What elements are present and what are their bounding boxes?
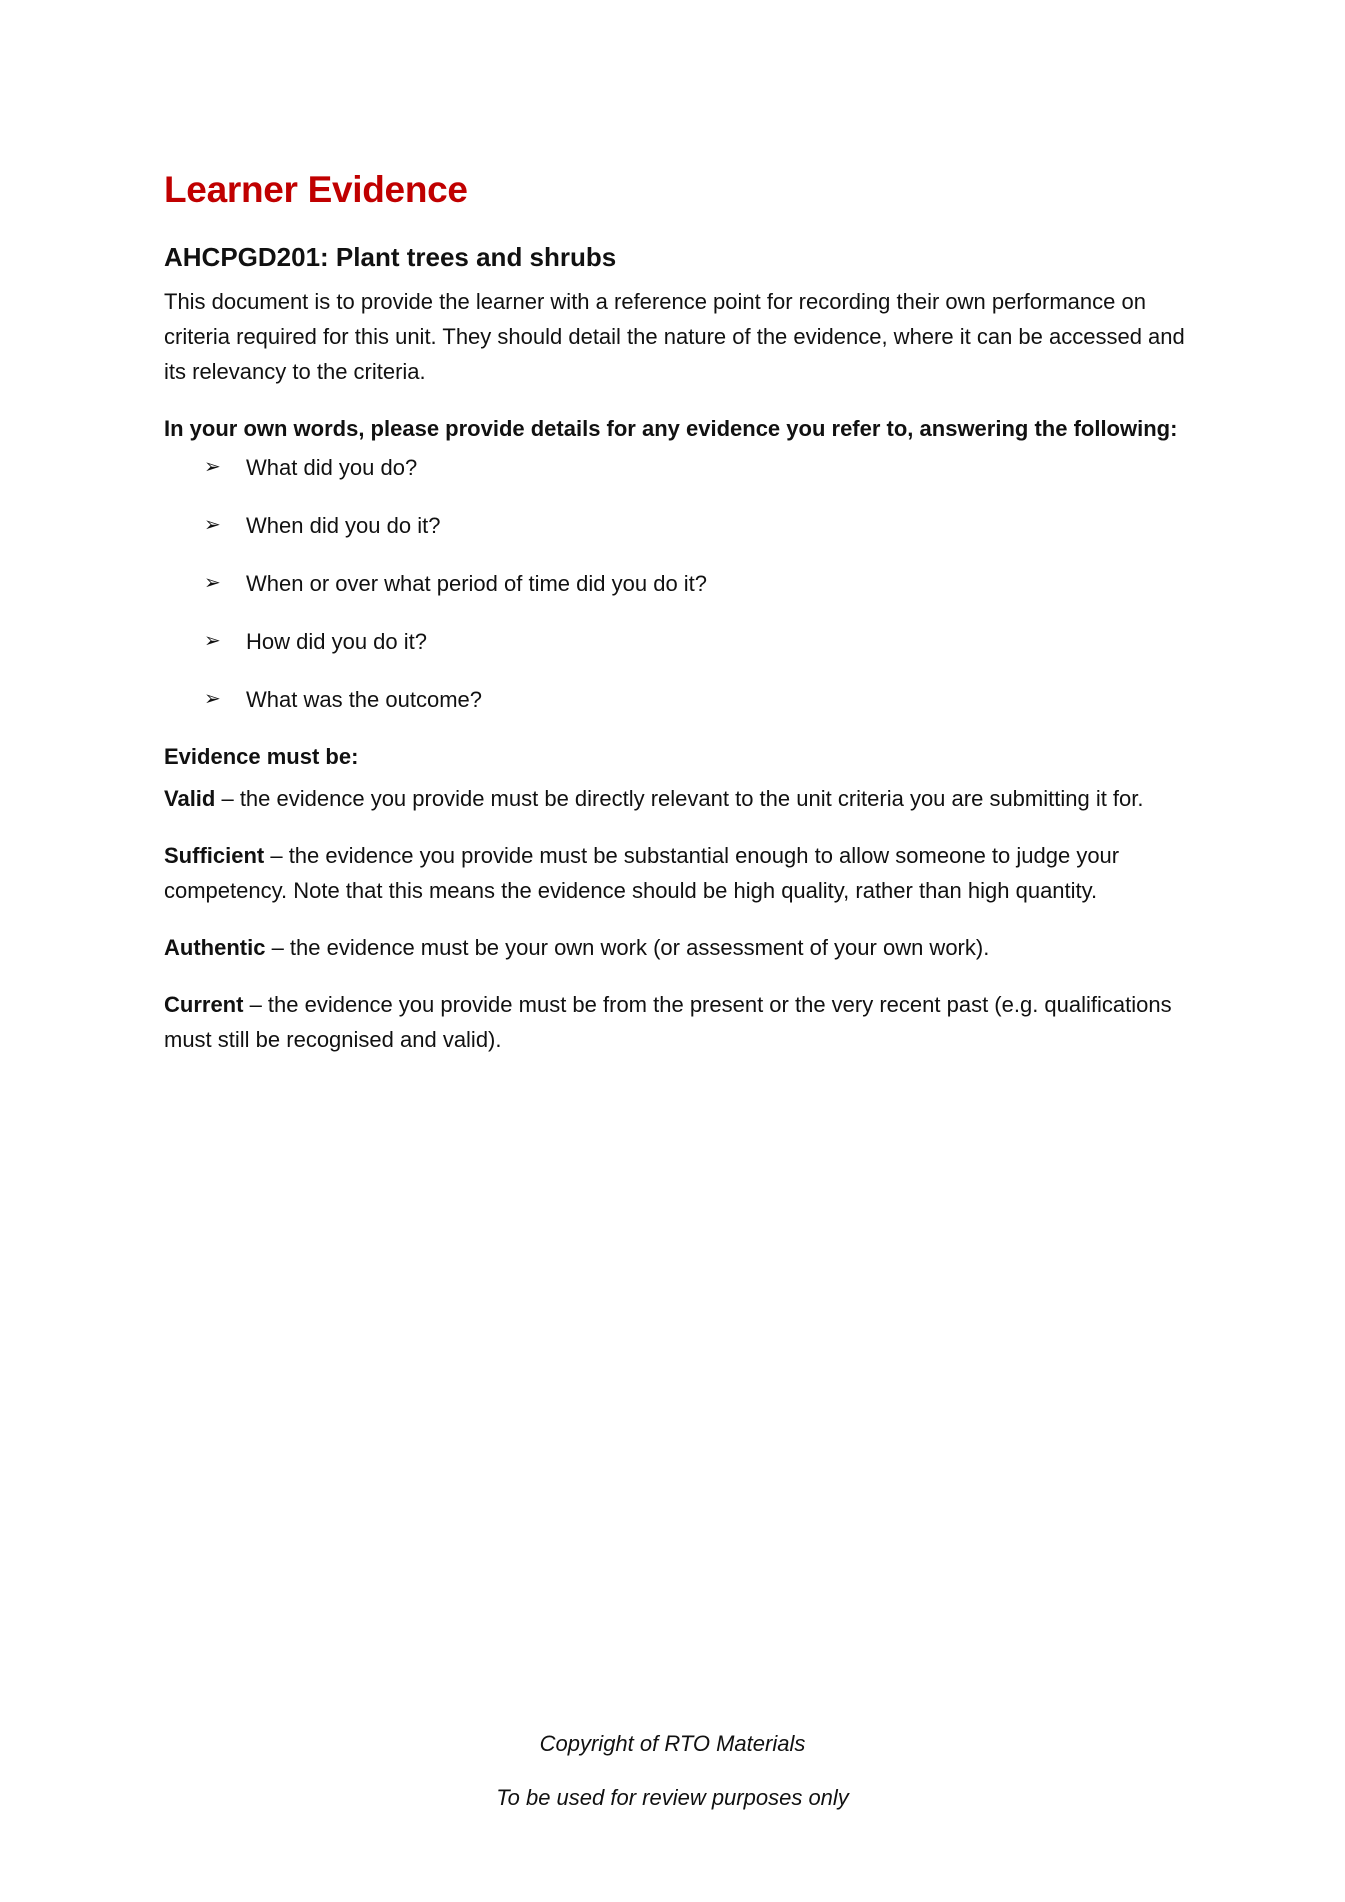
question-text: What was the outcome? xyxy=(246,687,483,712)
criterion-valid xyxy=(164,781,1204,816)
criterion-term: Valid xyxy=(164,786,216,811)
question-text: What did you do? xyxy=(246,455,418,480)
arrow-bullet-icon: ➢ xyxy=(204,572,221,594)
criterion-term: Current xyxy=(164,992,244,1017)
question-text: When or over what period of time did you do it? xyxy=(246,571,708,596)
list-item xyxy=(164,508,1204,543)
list-item xyxy=(164,450,1204,485)
unit-title: AHCPGD201: Plant trees and shrubs xyxy=(164,242,617,272)
arrow-bullet-icon: ➢ xyxy=(204,456,221,478)
criterion-authentic xyxy=(164,930,1204,965)
list-item xyxy=(164,624,1204,659)
criterion-sufficient xyxy=(164,838,1204,908)
document-body xyxy=(164,166,1204,1057)
arrow-bullet-icon: ➢ xyxy=(204,630,221,652)
arrow-bullet-icon: ➢ xyxy=(204,514,221,536)
footer-review-notice: To be used for review purposes only xyxy=(496,1785,849,1810)
footer-copyright: Copyright of RTO Materials xyxy=(539,1731,806,1756)
criterion-term: Sufficient xyxy=(164,843,265,868)
criterion-term: Authentic xyxy=(164,935,266,960)
criterion-text: – the evidence you provide must be directly relevant to the unit criteria you are submitting it for. xyxy=(215,786,1144,811)
evidence-heading: Evidence must be: xyxy=(164,744,359,769)
question-text: When did you do it? xyxy=(246,513,441,538)
instructions-paragraph: In your own words, please provide details for any evidence you refer to, answering the following: xyxy=(164,416,1178,441)
question-text: How did you do it? xyxy=(246,629,427,654)
list-item xyxy=(164,566,1204,601)
arrow-bullet-icon: ➢ xyxy=(204,688,221,710)
intro-paragraph: This document is to provide the learner with a reference point for recording their own performance on criteria required for this unit. They should detail the nature of the evidence, where it can be accessed and its relevancy to the criteria. xyxy=(164,289,1185,384)
criterion-current xyxy=(164,987,1204,1057)
criterion-text: – the evidence must be your own work (or assessment of your own work). xyxy=(265,935,990,960)
list-item xyxy=(164,682,1204,717)
criterion-text: – the evidence you provide must be from the present or the very recent past (e.g. qualifications must still be recognised and valid). xyxy=(164,992,1172,1052)
criterion-text: – the evidence you provide must be substantial enough to allow someone to judge your competency. Note that this means the evidence should be high quality, rather than high quantity. xyxy=(164,843,1120,903)
document-title: Learner Evidence xyxy=(164,169,468,210)
question-list xyxy=(164,450,1204,717)
